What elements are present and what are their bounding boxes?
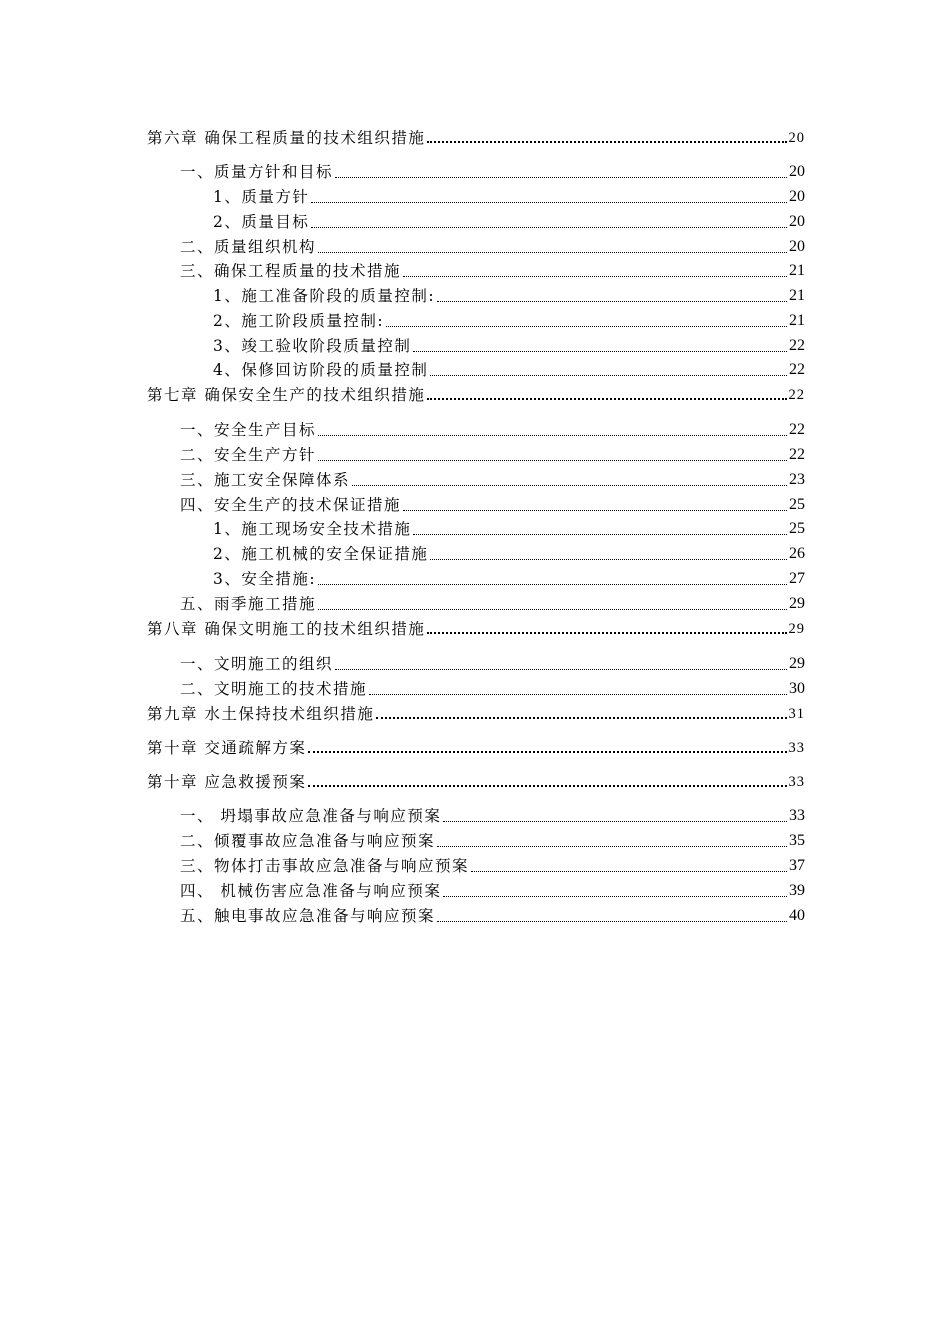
- toc-dot-leader: [376, 704, 786, 724]
- toc-dot-leader: [335, 162, 787, 182]
- toc-entry-label: 1、施工现场安全技术措施: [213, 520, 412, 538]
- toc-dot-leader: [369, 679, 787, 699]
- toc-entry-label: 第十章 应急救援预案: [147, 773, 307, 791]
- toc-subsection-entry[interactable]: [213, 309, 805, 331]
- toc-dot-leader: [352, 470, 787, 490]
- toc-entry-label: 三、确保工程质量的技术措施: [180, 262, 402, 280]
- toc-section-entry[interactable]: [180, 592, 805, 614]
- toc-entry-label: 第十章 交通疏解方案: [147, 739, 307, 757]
- toc-chapter-entry[interactable]: [147, 770, 805, 792]
- toc-dot-leader: [427, 128, 786, 148]
- toc-subsection-entry[interactable]: [213, 542, 805, 564]
- toc-section-entry[interactable]: [180, 652, 805, 674]
- toc-entry-label: 四、 机械伤害应急准备与响应预案: [180, 882, 442, 900]
- toc-entry-label: 4、保修回访阶段的质量控制: [213, 361, 429, 379]
- toc-entry-label: 1、质量方针: [213, 188, 310, 206]
- toc-dot-leader: [471, 856, 787, 876]
- toc-dot-leader: [430, 544, 787, 564]
- toc-page-number: 29: [788, 621, 805, 637]
- toc-section-entry[interactable]: [180, 418, 805, 440]
- toc-section-entry[interactable]: [180, 443, 805, 465]
- toc-entry-label: 二、安全生产方针: [180, 446, 317, 464]
- toc-dot-leader: [318, 237, 787, 257]
- toc-dot-leader: [430, 360, 787, 380]
- toc-subsection-entry[interactable]: [213, 185, 805, 207]
- toc-entry-label: 二、质量组织机构: [180, 238, 317, 256]
- toc-entry-label: 第六章 确保工程质量的技术组织措施: [147, 129, 426, 147]
- toc-dot-leader: [311, 187, 787, 207]
- toc-entry-label: 2、质量目标: [213, 213, 310, 231]
- toc-dot-leader: [437, 831, 787, 851]
- toc-subsection-entry[interactable]: [213, 210, 805, 232]
- toc-page-number: 26: [789, 545, 805, 562]
- toc-section-entry[interactable]: [180, 235, 805, 257]
- toc-dot-leader: [427, 385, 786, 405]
- toc-dot-leader: [318, 420, 787, 440]
- toc-dot-leader: [403, 495, 787, 515]
- toc-section-entry[interactable]: [180, 854, 805, 876]
- toc-page-number: 22: [789, 421, 805, 438]
- toc-dot-leader: [386, 311, 787, 331]
- toc-page-number: 40: [789, 907, 805, 924]
- toc-dot-leader: [437, 906, 787, 926]
- toc-entry-label: 四、安全生产的技术保证措施: [180, 496, 402, 514]
- toc-entry-label: 二、倾覆事故应急准备与响应预案: [180, 832, 436, 850]
- toc-page-number: 22: [788, 387, 805, 403]
- toc-entry-label: 二、文明施工的技术措施: [180, 680, 368, 698]
- toc-page-number: 21: [789, 312, 805, 329]
- toc-entry-label: 三、施工安全保障体系: [180, 471, 351, 489]
- toc-section-entry[interactable]: [180, 829, 805, 851]
- toc-entry-label: 2、施工机械的安全保证措施: [213, 545, 429, 563]
- toc-page-number: 29: [789, 595, 805, 612]
- toc-page-number: 33: [788, 740, 805, 756]
- toc-chapter-entry[interactable]: [147, 126, 805, 148]
- toc-subsection-entry[interactable]: [213, 517, 805, 539]
- toc-section-entry[interactable]: [180, 804, 805, 826]
- toc-page-number: 33: [788, 774, 805, 790]
- toc-page-number: 22: [789, 446, 805, 463]
- toc-dot-leader: [413, 519, 787, 539]
- toc-dot-leader: [413, 336, 787, 356]
- toc-entry-label: 一、质量方针和目标: [180, 163, 334, 181]
- toc-page-number: 21: [789, 287, 805, 304]
- toc-entry-label: 第八章 确保文明施工的技术组织措施: [147, 620, 426, 638]
- toc-section-entry[interactable]: [180, 468, 805, 490]
- toc-page-number: 25: [789, 496, 805, 513]
- toc-entry-label: 3、竣工验收阶段质量控制: [213, 337, 412, 355]
- toc-chapter-entry[interactable]: [147, 383, 805, 405]
- toc-entry-label: 一、 坍塌事故应急准备与响应预案: [180, 807, 442, 825]
- toc-page-number: 39: [789, 882, 805, 899]
- toc-entry-label: 2、施工阶段质量控制:: [213, 312, 385, 330]
- toc-dot-leader: [443, 806, 787, 826]
- toc-dot-leader: [311, 212, 787, 232]
- toc-page-number: 31: [788, 706, 805, 722]
- toc-page-number: 35: [789, 832, 805, 849]
- toc-subsection-entry[interactable]: [213, 567, 805, 589]
- toc-subsection-entry[interactable]: [213, 358, 805, 380]
- toc-page-number: 21: [789, 262, 805, 279]
- toc-page-number: 27: [789, 570, 805, 587]
- toc-entry-label: 一、文明施工的组织: [180, 655, 334, 673]
- toc-page-number: 20: [789, 163, 805, 180]
- toc-dot-leader: [427, 619, 786, 639]
- toc-dot-leader: [437, 286, 787, 306]
- toc-subsection-entry[interactable]: [213, 334, 805, 356]
- toc-dot-leader: [318, 594, 787, 614]
- toc-chapter-entry[interactable]: [147, 702, 805, 724]
- toc-entry-label: 五、雨季施工措施: [180, 595, 317, 613]
- toc-dot-leader: [318, 445, 787, 465]
- toc-dot-leader: [403, 261, 787, 281]
- toc-dot-leader: [335, 654, 787, 674]
- toc-entry-label: 1、施工准备阶段的质量控制:: [213, 287, 436, 305]
- toc-page-number: 22: [789, 361, 805, 378]
- toc-entry-label: 三、物体打击事故应急准备与响应预案: [180, 857, 470, 875]
- toc-section-entry[interactable]: [180, 904, 805, 926]
- toc-section-entry[interactable]: [180, 677, 805, 699]
- toc-page-number: 29: [789, 655, 805, 672]
- toc-page-number: 22: [789, 337, 805, 354]
- toc-page-number: 20: [789, 213, 805, 230]
- toc-page-number: 33: [789, 807, 805, 824]
- toc-page-number: 23: [789, 471, 805, 488]
- toc-entry-label: 第九章 水土保持技术组织措施: [147, 705, 375, 723]
- toc-dot-leader: [443, 881, 787, 901]
- toc-entry-label: 第七章 确保安全生产的技术组织措施: [147, 386, 426, 404]
- toc-chapter-entry[interactable]: [147, 736, 805, 758]
- toc-entry-label: 3、安全措施:: [213, 570, 317, 588]
- toc-section-entry[interactable]: [180, 493, 805, 515]
- toc-page-number: 20: [789, 188, 805, 205]
- toc-page-number: 25: [789, 520, 805, 537]
- toc-subsection-entry[interactable]: [213, 284, 805, 306]
- toc-section-entry[interactable]: [180, 879, 805, 901]
- toc-dot-leader: [318, 569, 787, 589]
- toc-chapter-entry[interactable]: [147, 617, 805, 639]
- toc-dot-leader: [308, 738, 786, 758]
- toc-section-entry[interactable]: [180, 160, 805, 182]
- toc-page-number: 37: [789, 857, 805, 874]
- toc-page-number: 20: [789, 238, 805, 255]
- toc-section-entry[interactable]: [180, 259, 805, 281]
- toc-dot-leader: [308, 772, 786, 792]
- toc-entry-label: 一、安全生产目标: [180, 421, 317, 439]
- toc-entry-label: 五、触电事故应急准备与响应预案: [180, 907, 436, 925]
- toc-page-number: 20: [788, 130, 805, 146]
- toc-page-number: 30: [789, 680, 805, 697]
